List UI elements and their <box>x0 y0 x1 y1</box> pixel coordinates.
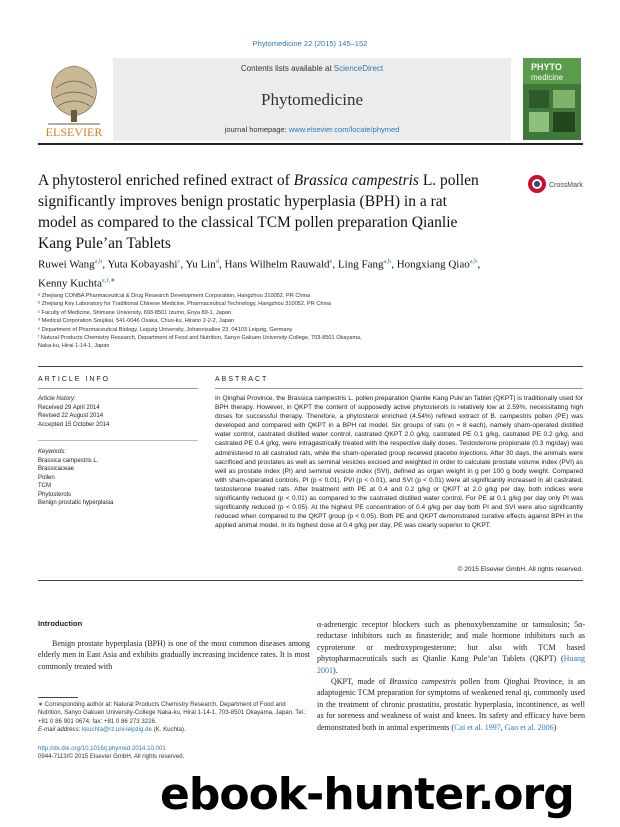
divider <box>38 366 583 367</box>
history-label: Article history: <box>38 396 76 402</box>
keyword[interactable]: Brassicaceae <box>38 466 75 472</box>
footnote-rule <box>38 697 78 698</box>
homepage-line <box>113 125 511 134</box>
body-column-right <box>317 619 585 733</box>
divider <box>38 388 198 389</box>
keyword[interactable]: Pollen <box>38 474 55 481</box>
doi-link[interactable]: http://dx.doi.org/10.1016/j.phymed.2014.10.001 <box>38 745 166 752</box>
paragraph-text: QKPT, made of <box>331 677 390 687</box>
article-history <box>38 395 198 429</box>
introduction-heading: Introduction <box>38 619 83 628</box>
paragraph-text: α-adrenergic receptor blockers such as phenoxybenzamine or tamsulosin; 5α-reductase inhibitors such as finasteride; and male hormone inhibitors such as cyproterone or medroxyprogesterone; but also with TCM based phytopharmaceuticals such as Qianlie Kang Pule’an Tablets (QKPT) ( <box>317 620 585 664</box>
body-column-left <box>38 638 310 672</box>
author-name[interactable]: Yu Lin <box>185 258 216 271</box>
title-text: A phytosterol enriched refined extract of <box>38 172 294 189</box>
affiliation-line: ᵈ Medical Corporation Soujikai, 541-0046 Osaka, Chuo-ku, Hirano 2-2-2, Japan <box>38 318 235 325</box>
author-list <box>38 254 508 291</box>
crossmark-badge[interactable] <box>527 173 587 195</box>
corresponding-author-footnote <box>38 701 310 734</box>
keyword[interactable]: Benign prostatic hyperplasia <box>38 500 114 506</box>
affiliation-line: ᵇ Zhejiang Key Laboratory for Traditional Chinese Medicine, Pharmaceutical Technology, Hangzhou 310052, PR China <box>38 301 331 308</box>
elsevier-logo[interactable] <box>38 58 110 140</box>
divider <box>38 580 583 581</box>
author-affiliation-marker[interactable]: e <box>329 258 333 265</box>
email-suffix: (K. Kuchta). <box>151 725 186 733</box>
affiliation-line: ᵉ Department of Pharmaceutical Biology, Leipzig University, Johannisallee 23, 04103 Leipzig, Germany <box>38 326 293 333</box>
keywords-label: Keywords: <box>38 449 67 455</box>
affiliation-line: ᶠ Natural Products Chemistry Research, Department of Food and Nutrition, Sanyo Gakuen University-College, 703-8501 Okayama, <box>38 335 362 342</box>
affiliation-line: ᵃ Zhejiang CONBA Pharmaceutical & Drug Research Development Corporation, Hangzhou 310052, PR China <box>38 293 310 299</box>
divider <box>215 388 583 389</box>
doi-block <box>38 745 310 762</box>
paragraph-italic: Brassica campestris <box>389 677 457 687</box>
author-affiliation-marker[interactable]: a,b <box>94 258 103 265</box>
author-separator: , <box>180 258 186 271</box>
intro-paragraph <box>317 676 585 733</box>
abstract-heading: ABSTRACT <box>215 376 269 383</box>
affiliations <box>38 292 508 351</box>
cover-title-medicine: medicine <box>531 73 564 82</box>
footnote-text: ∗ Corresponding author at: Natural Products Chemistry Research, Department of Food and Nutrition, Sanyo Gakuen University-College Naka-ku, Hirai 1-14-1, 703-8501 Okayama, Japan. Tel.: +81 0 86 901 0674; fax: +81 0 86 273 3226. <box>38 701 307 725</box>
paragraph-text: ) <box>553 722 557 732</box>
sciencedirect-link[interactable]: ScienceDirect <box>333 64 384 73</box>
author-name[interactable]: Ling Fang <box>337 258 384 271</box>
journal-citation[interactable]: Phytomedicine 22 (2015) 145–152 <box>252 39 368 48</box>
article-info-heading: ARTICLE INFO <box>38 376 111 383</box>
author-affiliation-marker[interactable]: d <box>215 258 219 265</box>
paragraph-text: ). <box>333 665 338 675</box>
email-link[interactable]: kkuchta@rz.uni-leipzig.de <box>82 725 152 733</box>
keywords <box>38 448 198 508</box>
title-text-end: L. pollen significantly improves benign prostatic hyperplasia (BPH) in a rat model as compared to the classical TCM pollen preparation Qianlie Kang Pule’an Tablets <box>38 172 479 252</box>
email-label: E-mail address: <box>38 725 83 733</box>
cover-title-phyto: PHYTO <box>531 62 562 72</box>
keyword[interactable]: Phytosterols <box>38 491 72 498</box>
author-name[interactable]: Hongxiang Qiao <box>396 258 470 271</box>
history-revised: Revised 22 August 2014 <box>38 413 104 419</box>
intro-paragraph: Benign prostate hyperplasia (BPH) is one of the most common diseases among elderly men in East Asia and exhibits gradually increasing incidence rates. It is most commonly treated with <box>38 639 310 671</box>
watermark: ebook-hunter.org <box>160 769 574 820</box>
crossmark-label: CrossMark <box>549 182 583 189</box>
reference-link[interactable]: Gao et al. 2006 <box>504 722 554 732</box>
intro-paragraph <box>317 619 585 676</box>
divider <box>38 440 198 441</box>
keyword[interactable]: Brassica campestris L. <box>38 457 99 464</box>
affiliation-line: Naka-ku, Hirai 1-14-1, Japan <box>38 343 110 350</box>
article-title <box>38 170 488 254</box>
author-name[interactable]: Ruwei Wang <box>38 258 95 271</box>
homepage-link[interactable]: www.elsevier.com/locate/phymed <box>288 125 400 134</box>
author-affiliation-marker[interactable]: e,f,∗ <box>101 276 116 284</box>
homepage-prefix: journal homepage: <box>224 125 289 134</box>
author-affiliation-marker[interactable]: a,b <box>469 258 478 265</box>
history-received: Received 29 April 2014 <box>38 404 100 411</box>
header-rule <box>38 143 583 145</box>
journal-name: Phytomedicine <box>261 90 363 109</box>
author-name[interactable]: Kenny Kuchta <box>38 277 102 290</box>
abstract-copyright: © 2015 Elsevier GmbH. All rights reserved. <box>457 566 583 573</box>
journal-cover-thumbnail[interactable] <box>523 58 581 140</box>
reference-link[interactable]: Huang 2001 <box>317 654 585 675</box>
reference-link[interactable]: Cai et al. 1997 <box>454 722 501 732</box>
title-italic: Brassica campestris <box>293 172 419 189</box>
author-name[interactable]: Hans Wilhelm Rauwald <box>224 258 330 271</box>
contents-prefix: Contents lists available at <box>240 64 334 73</box>
elsevier-wordmark: ELSEVIER <box>45 125 103 139</box>
author-separator: , <box>391 258 397 271</box>
author-affiliation-marker[interactable]: a,b <box>383 258 392 265</box>
author-separator: , <box>332 258 338 271</box>
author-separator: , <box>218 258 225 271</box>
paragraph-text: , <box>500 722 505 732</box>
contents-line <box>113 64 511 73</box>
history-accepted: Accepted 15 October 2014 <box>38 421 110 428</box>
abstract-text: In Qinghai Province, the Brassica campestris L. pollen preparation Qianlie Kang Pule’an Tablet (QKPT) is traditionally used for BPH therapy. However, in QKPT the content of supposedly active phytosterols is relatively low at 2.59%, necessitating high doses for successful therapy. Therefore, a phytosterol enriched (4.54%) refined extract of B. campestris pollen (PE) was developed and compared with QKPT in a BPH rat model. Six groups of rats (n = 8 each), namely sham-operated distilled water control, castrated distilled water control, castrated QKPT 2.0 g/kg, castrated PE 0.1 g/kg, castrated PE 0.2 g/kg, and castrated PE 0.4 g/kg, were intragastrically treated with the respective daily doses. Testosterone propionate (0.3 mg/day) was administered to all castrated rats, while the sham-operated group received placebo injections. After 30 days, the animals were sacrificed and prostates as well as seminal vesicles excised and weighted in order to calculate prostate volume index (PVI) as well as prostate index (PI) and seminal vesicle index (SVI), defined as organ weight in g per 100 g body weight. Compared with sham-operated controls, PI (p < 0.01), PVI (p < 0.01), and SVI (p < 0.01) were all significantly increased in all castrated, testosterone treated rats. After treatment with PE at 0.4 and 0.2 g/kg or QKPT at 2.0 g/kg per day, both indices were significantly reduced (p < 0.01) as compared to the castrated distilled water control. For PE at 0.1 g/kg per day only PI was significantly reduced (p < 0.05). At the highest PE concentration of 0.4 g/kg per day both PI and SVI were also significantly reduced when compared to the QKPT group (p < 0.05). Both PE and QKPT demonstrated curative effects against BPH in the applied animal model. In its highest dose at 0.4 g/kg per day, PE was clearly superior to QKPT. <box>215 395 583 530</box>
author-separator: , <box>102 258 108 271</box>
keyword[interactable]: TCM <box>38 483 51 489</box>
author-name[interactable]: Yuta Kobayashi <box>107 258 178 271</box>
author-separator: , <box>477 258 481 271</box>
affiliation-line: ᶜ Faculty of Medicine, Shimane University, 693-8501 Izumo, Enya 89-1, Japan <box>38 309 232 316</box>
author-affiliation-marker[interactable]: c <box>177 258 181 265</box>
issn-line: 0944-7113/© 2015 Elsevier GmbH. All rights reserved. <box>38 753 185 761</box>
paragraph-text: pollen from Qinghai Province, is an adaptogenic TCM preparation for symptoms of weakened renal qi, commonly used in the treatment of chronic prostatitis, prostatic hyperplasia, incontinence, as well as for soreness and weakness of waist and knees. Its safety and efficacy have been demonstrated both in animal experiments ( <box>317 677 585 732</box>
